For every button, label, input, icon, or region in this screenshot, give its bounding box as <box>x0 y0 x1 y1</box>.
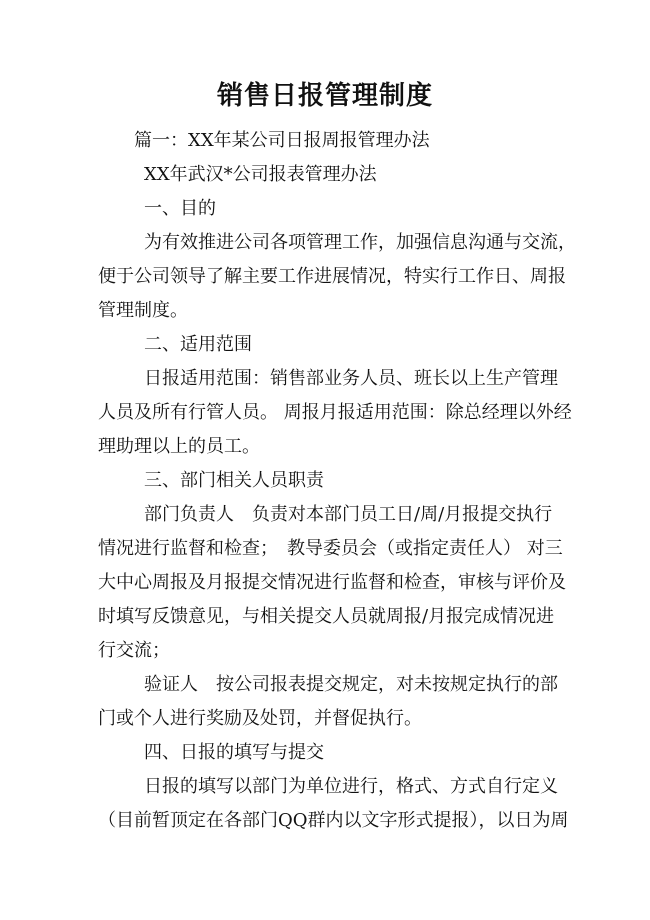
paragraph-line: 便于公司领导了解主要工作进展情况，特实行工作日、周报 <box>98 266 566 287</box>
paragraph-line: 理助理以上的员工。 <box>98 436 260 457</box>
paragraph-line: 情况进行监督和检查； 教导委员会（或指定责任人） 对三 <box>98 538 563 559</box>
paragraph-line: 验证人 按公司报表提交规定，对未按规定执行的部 <box>144 674 558 695</box>
section-heading-purpose: 一、目的 <box>144 198 216 219</box>
section-heading-duties: 三、部门相关人员职责 <box>144 470 324 491</box>
paragraph-line: 部门负责人 负责对本部门员工日/周/月报提交执行 <box>144 504 553 525</box>
paragraph-line: 人员及所有行管人员。 周报月报适用范围：除总经理以外经 <box>98 402 572 423</box>
paragraph-line: 大中心周报及月报提交情况进行监督和检查，审核与评价及 <box>98 572 566 593</box>
paragraph-line: （目前暂顶定在各部门QQ群内以文字形式提报），以日为周 <box>98 810 569 831</box>
paragraph-line: 行交流； <box>98 640 170 661</box>
paragraph-line: 日报适用范围：销售部业务人员、班长以上生产管理 <box>144 368 558 389</box>
paragraph-line: 管理制度。 <box>98 300 188 321</box>
paragraph-line: 为有效推进公司各项管理工作，加强信息沟通与交流， <box>144 232 576 253</box>
section-heading-daily-report: 四、日报的填写与提交 <box>144 742 324 763</box>
paragraph-line: 门或个人进行奖励及处罚，并督促执行。 <box>98 708 422 729</box>
section-heading-article: 篇一：XX年某公司日报周报管理办法 <box>134 130 430 151</box>
paragraph-line: 时填写反馈意见，与相关提交人员就周报/月报完成情况进 <box>98 606 555 627</box>
sub-title: XX年武汉*公司报表管理办法 <box>144 164 377 185</box>
document-title: 销售日报管理制度 <box>216 81 433 111</box>
paragraph-line: 日报的填写以部门为单位进行，格式、方式自行定义 <box>144 776 558 797</box>
section-heading-scope: 二、适用范围 <box>144 334 252 355</box>
